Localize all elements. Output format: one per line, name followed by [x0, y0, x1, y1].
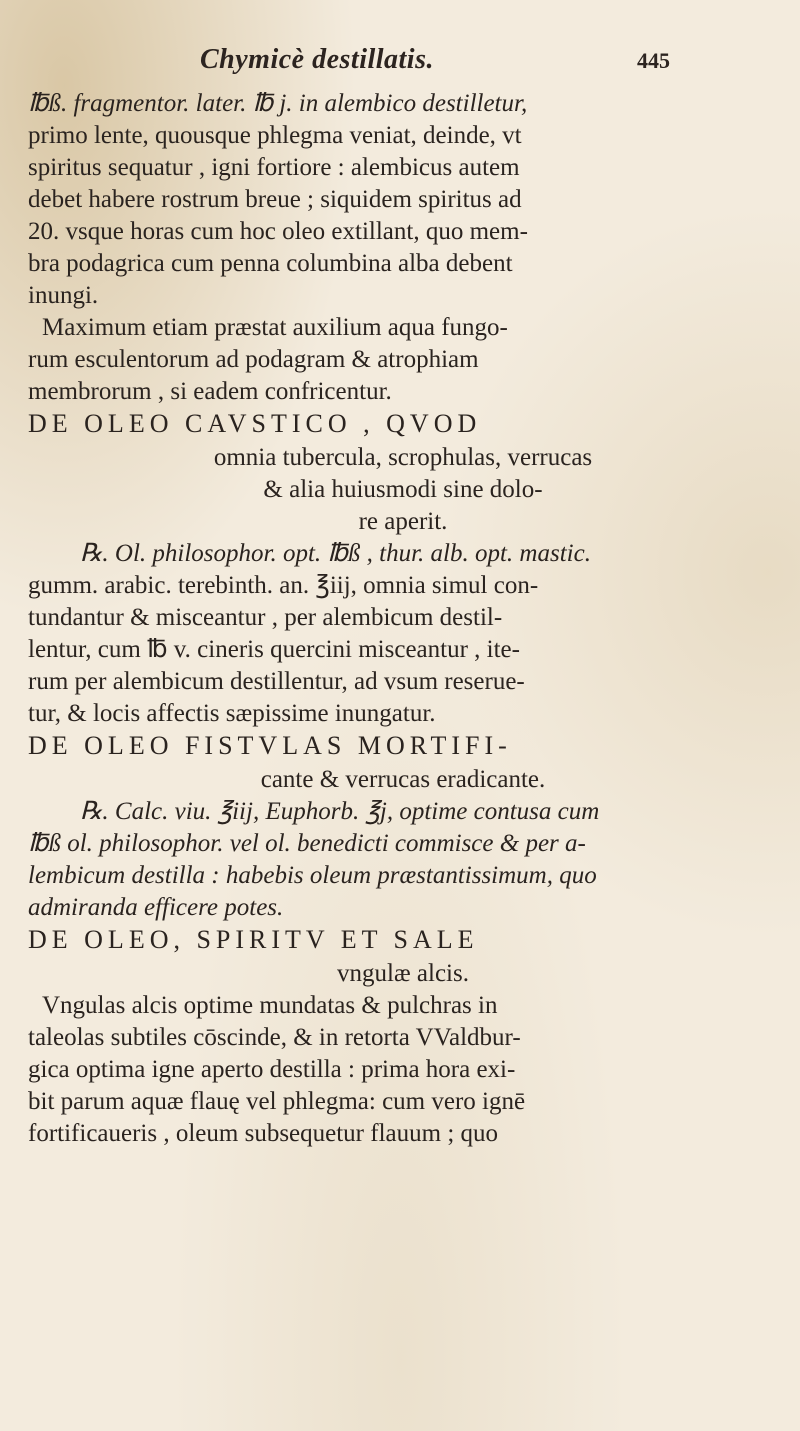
recipe-line: lembicum destilla : habebis oleum præstantissimum, quo	[28, 862, 597, 889]
text-line	[28, 88, 778, 120]
recipe-line: gumm. arabic. terebinth. an. ℥iij, omnia simul con-	[28, 572, 539, 599]
text-line: 20. vsque horas cum hoc oleo extillant, quo mem-	[28, 218, 528, 245]
text-line: bra podagrica cum penna columbina alba debent	[28, 250, 513, 277]
text-line: primo lente, quousque phlegma veniat, deinde, vt	[28, 122, 522, 149]
section-heading: DE OLEO FISTVLAS MORTIFI-	[28, 731, 512, 760]
text-line: fortificaueris , oleum subsequetur flauum ; quo	[28, 1120, 499, 1147]
recipe-line: admiranda efficere potes.	[28, 894, 284, 921]
section-subheading: re aperit.	[358, 508, 448, 535]
text-line: inungi.	[28, 282, 99, 309]
text-line: gica optima igne aperto destilla : prima hora exi-	[28, 1056, 516, 1083]
recipe-line: ℞. Calc. viu. ℥iij, Euphorb. ℥j, optime contusa cum	[80, 798, 600, 825]
text-line: bit parum aquæ flauę vel phlegma: cum vero ignē	[28, 1088, 526, 1115]
text-line: membrorum , si eadem confricentur.	[28, 378, 392, 405]
text-line: rum esculentorum ad podagram & atrophiam	[28, 346, 479, 373]
section-subheading: omnia tubercula, scrophulas, verrucas	[213, 444, 593, 471]
section-subheading: cante & verrucas eradicante.	[260, 766, 546, 793]
text-span: ℔ß. fragmentor. later. ℔ j. in alembico destilletur,	[28, 90, 528, 117]
page-number: 445	[637, 48, 670, 73]
recipe-line: ℔ß ol. philosophor. vel ol. benedicti commisce & per a-	[28, 830, 586, 857]
recipe-line: lentur, cum ℔ v. cineris quercini misceantur , ite-	[28, 636, 520, 663]
section-heading: DE OLEO, SPIRITV ET SALE	[28, 925, 479, 954]
page-header	[200, 44, 670, 84]
recipe-line: ℞. Ol. philosophor. opt. ℔ß , thur. alb. opt. mastic.	[80, 540, 591, 567]
text-line: spiritus sequatur , igni fortiore : alembicus autem	[28, 154, 520, 181]
section-subheading: & alia huiusmodi sine dolo-	[263, 476, 543, 503]
text-line: debet habere rostrum breue ; siquidem spiritus ad	[28, 186, 522, 213]
text-line: Vngulas alcis optime mundatas & pulchras in	[42, 992, 498, 1019]
body-text	[28, 88, 778, 1150]
recipe-line: tur, & locis affectis sæpissime inungatur.	[28, 700, 436, 727]
running-head: Chymicè destillatis.	[200, 44, 434, 75]
recipe-line: rum per alembicum destillentur, ad vsum reserue-	[28, 668, 525, 695]
recipe-line: tundantur & misceantur , per alembicum destil-	[28, 604, 503, 631]
section-subheading: vngulæ alcis.	[337, 960, 469, 987]
text-line: taleolas subtiles cōscinde, & in retorta VValdbur-	[28, 1024, 521, 1051]
text-line: Maximum etiam præstat auxilium aqua fungo-	[42, 314, 508, 341]
section-heading: DE OLEO CAVSTICO , QVOD	[28, 409, 482, 438]
